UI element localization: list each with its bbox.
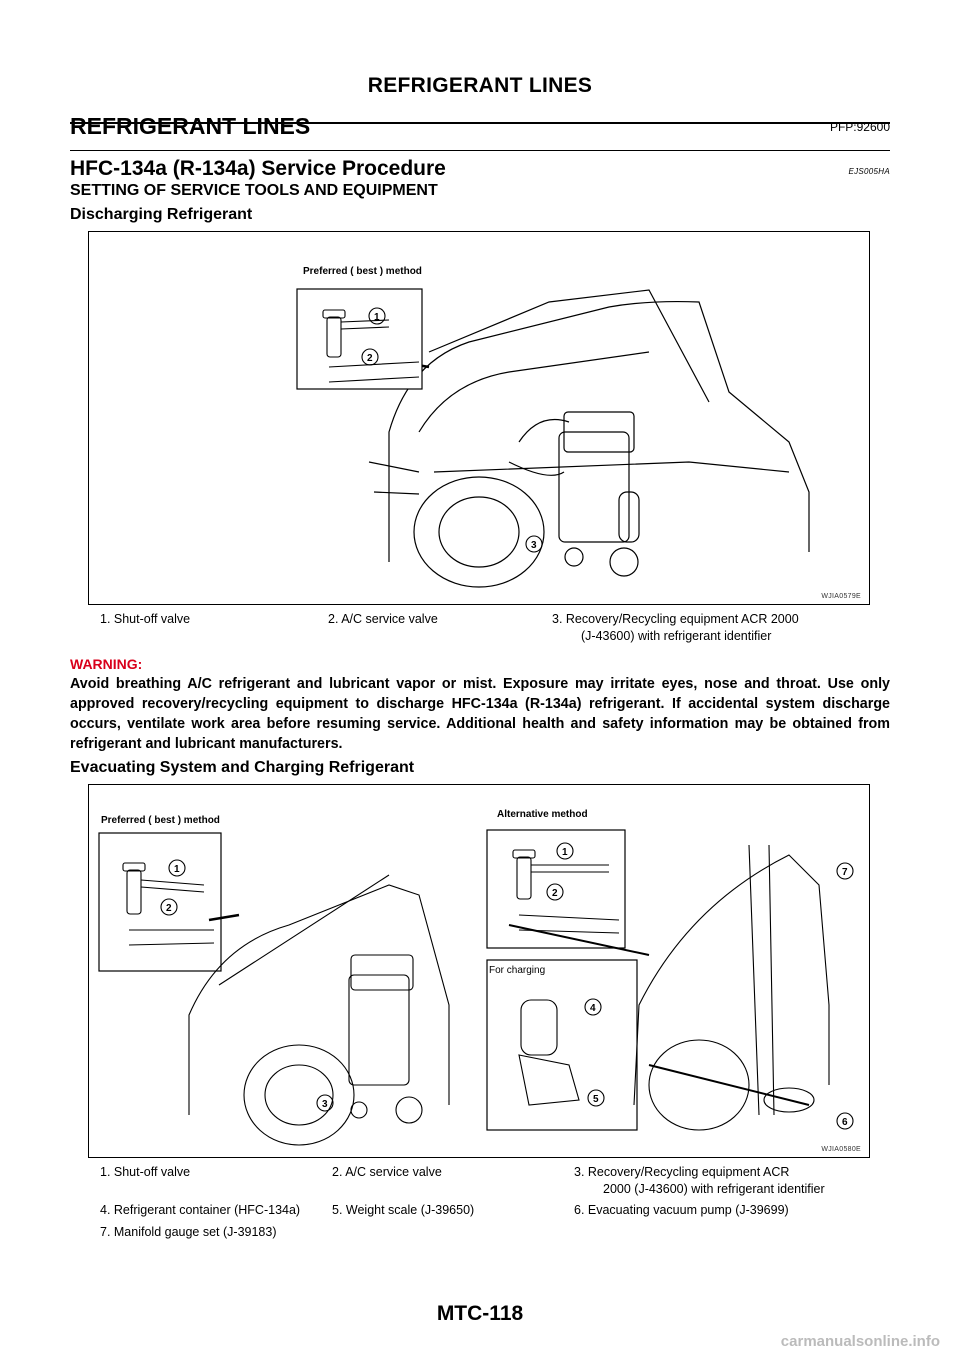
evacuating-illustration (89, 785, 869, 1157)
legend-item: 2. A/C service valve (332, 1165, 442, 1179)
callout-3: 3 (531, 540, 537, 551)
for-charging-label: For charging (489, 965, 546, 976)
discharging-title: Discharging Refrigerant (70, 206, 253, 223)
page-number: MTC-118 (436, 1302, 524, 1325)
legend-item: 5. Weight scale (J-39650) (332, 1203, 475, 1217)
legend-item: 7. Manifold gauge set (J-39183) (100, 1225, 277, 1239)
procedure-code: EJS005HA (848, 167, 890, 176)
warning-title: WARNING: (70, 656, 143, 672)
procedure-title: HFC-134a (R-134a) Service Procedure (70, 157, 446, 180)
callout-2: 2 (166, 903, 172, 914)
legend-item: 3. Recovery/Recycling equipment ACR (574, 1165, 790, 1179)
section-rule (70, 150, 890, 151)
discharging-illustration (89, 232, 869, 604)
legend-item: 4. Refrigerant container (HFC-134a) (100, 1203, 301, 1217)
evacuating-title: Evacuating System and Charging Refrigerant (70, 759, 415, 776)
legend-item: 1. Shut-off valve (100, 1165, 191, 1179)
callout-1: 1 (174, 864, 180, 875)
callout-2: 2 (367, 353, 373, 364)
pfp-code: PFP:92600 (829, 120, 890, 134)
callout-1: 1 (562, 847, 568, 858)
callout-2: 2 (552, 888, 558, 899)
page-header: REFRIGERANT LINES (367, 74, 593, 97)
callout-7: 7 (842, 867, 848, 878)
discharging-legend (100, 611, 880, 647)
legend-item: 1. Shut-off valve (100, 612, 191, 626)
figure-code: WJIA0579E (821, 593, 861, 600)
preferred-method-label: Preferred ( best ) method (303, 266, 422, 277)
legend-item: 6. Evacuating vacuum pump (J-39699) (574, 1203, 789, 1217)
legend-item: 2. A/C service valve (328, 612, 438, 626)
discharging-figure (88, 231, 870, 605)
callout-6: 6 (842, 1117, 848, 1128)
callout-5: 5 (593, 1094, 599, 1105)
warning-text: Avoid breathing A/C refrigerant and lubricant vapor or mist. Exposure may irritate eyes, nose and throat. Use only approved recovery/recycling equipment to discharge HFC-134a (R-134a) refrigerant. If accidental system discharge occurs, ventilate work area before resuming service. Additional health and safety information may be obtained from refrigerant and lubricant manufacturers. (70, 676, 890, 752)
preferred-method-label: Preferred ( best ) method (101, 815, 220, 826)
evacuating-figure (88, 784, 870, 1158)
callout-1: 1 (374, 312, 380, 323)
watermark: carmanualsonline.info (780, 1333, 940, 1350)
legend-item-cont: (J-43600) with refrigerant identifier (581, 629, 772, 643)
alternative-method-label: Alternative method (497, 809, 588, 820)
callout-4: 4 (590, 1003, 596, 1014)
legend-item-cont: 2000 (J-43600) with refrigerant identifier (603, 1182, 825, 1196)
setting-title: SETTING OF SERVICE TOOLS AND EQUIPMENT (70, 182, 438, 199)
evacuating-legend (100, 1164, 880, 1244)
section-title: REFRIGERANT LINES (70, 113, 311, 139)
figure-code: WJIA0580E (821, 1146, 861, 1153)
callout-3: 3 (322, 1099, 328, 1110)
legend-item: 3. Recovery/Recycling equipment ACR 2000 (552, 612, 799, 626)
